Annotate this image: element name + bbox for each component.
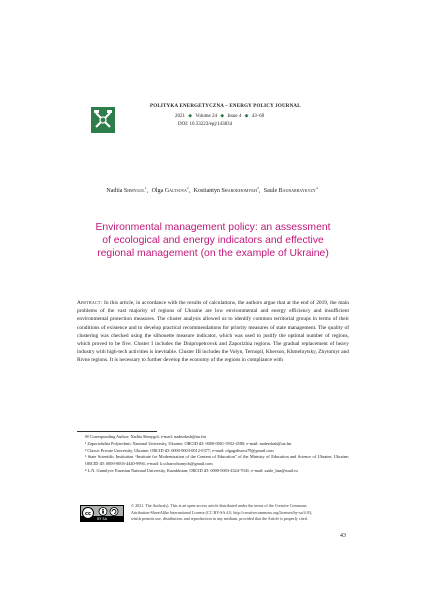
article-title: Environmental management policy: an assessment of ecological and energy indicators and effective regional management (on the example of Ukraine): [95, 222, 331, 259]
abstract-text: In this article, in accordance with the results of calculations, the authors argue that at the end of 2019, the main problems of the vast majority of regions of Ukraine are low environmental and energy efficiency and insufficient environmental protection measures. The cluster analysis allowed us to identify common territorial groups in terms of their conditions of existence and to develop practical recommendations for priority measures of state management. The quality of clustering was checked using the silhouette measure indicator, which was used to justify the optimal number of regions, which proved to be five. Cluster I includes the Dnipropetrovsk and Zaporizhia regions. The gradual replacement of heavy industry with high-tech activities is inevitable. Cluster III includes the Volyn, Ternopil, Kherson, Khmelnytsky, Zhytomyr and Rivne regions. It is necessary to further develop the economy of the regions in compliance with: [77, 300, 349, 364]
license-line: which permits use, distribution, and reproduction in any medium, provided that the Article is properly cited.: [131, 516, 308, 522]
footnote-3: ³ State Scientific Institution “Institute for Modernization of the Content of Education” of the Ministry of Education and Science of Ukraine, Ukraine; ORCID iD: 0000-0003-4440-9994; e-mail: k.scharochomych@gmail.com: [85, 454, 349, 467]
license-statement: [131, 503, 349, 523]
author-2: Olga Galtsova$^2$: [151, 186, 189, 194]
author-list: Nadiia Shmygol$^1$, Olga Galtsova$^2$, Kostiantyn Sharokhomykh$^3$, Saule Baubarbaykyzy$^4$: [106, 186, 318, 194]
cc-by-sa-badge[interactable]: [80, 505, 124, 522]
journal-year: 2021: [175, 114, 185, 119]
abstract: [77, 299, 349, 365]
cc-icon: [83, 508, 94, 519]
page-number: 43: [340, 533, 346, 539]
meta-separator: ◆: [244, 114, 249, 119]
journal-volume: Volume 24: [195, 114, 217, 119]
journal-pages: 43–60: [251, 114, 265, 119]
journal-logo: [91, 107, 115, 133]
journal-issue: Issue 4: [227, 114, 242, 119]
abstract-label: Abstract:: [77, 300, 105, 306]
svg-text:cc: cc: [85, 511, 91, 517]
crossed-tools-icon: [91, 107, 115, 133]
journal-meta: [175, 113, 264, 119]
doi[interactable]: DOI: 10.33223/epj/143834: [178, 122, 233, 127]
footnote-1: ¹ Zaporizhzhia Polytechnic National University, Ukraine; ORCID iD: 0000-0001-5932-4580; e-mail: nadezdash@ua.fm: [85, 440, 292, 446]
footnote-2: ² Classic Private University, Ukraine; ORCID iD: 0000-0003-0012-0377; e-mail: olgagaltsova79@gmail.com: [85, 447, 274, 453]
author-1: Nadiia Shmygol$^1$: [106, 186, 147, 194]
footnote-divider: [77, 431, 157, 432]
meta-separator: ◆: [220, 114, 225, 119]
by-icon: [99, 508, 107, 516]
meta-separator: ◆: [188, 114, 193, 119]
sa-icon: [110, 508, 118, 516]
author-3: Kostiantyn Sharokhomykh$^3$: [193, 186, 259, 194]
footnotes: [77, 434, 349, 475]
journal-title: POLITYKA ENERGETYCZNA – ENERGY POLICY JOURNAL: [150, 104, 301, 109]
footnote-4: ⁴ L.N. Gumilyov Eurasian National University, Kazakhstan; ORCID iD: 0000-0003-4324-7041; e-mail: saule_baa@mail.ru: [85, 467, 298, 473]
svg-text:BY SA: BY SA: [97, 517, 107, 521]
license-line: © 2021. The Author(s). This is an open-access article distributed under the terms of the Creative Commons: [131, 503, 307, 508]
footnote-corresponding: ✉ Corresponding Author: Nadiia Shmygol; e-mail: nadezdash@ua.fm: [85, 434, 206, 439]
author-4: Saule Baubarbaykyzy$^4$: [263, 186, 318, 194]
license-line[interactable]: Attribution-ShareAlike International License (CC BY-SA 4.0, http://creativecommons.org/licenses/by-sa/4.0/),: [131, 509, 313, 515]
